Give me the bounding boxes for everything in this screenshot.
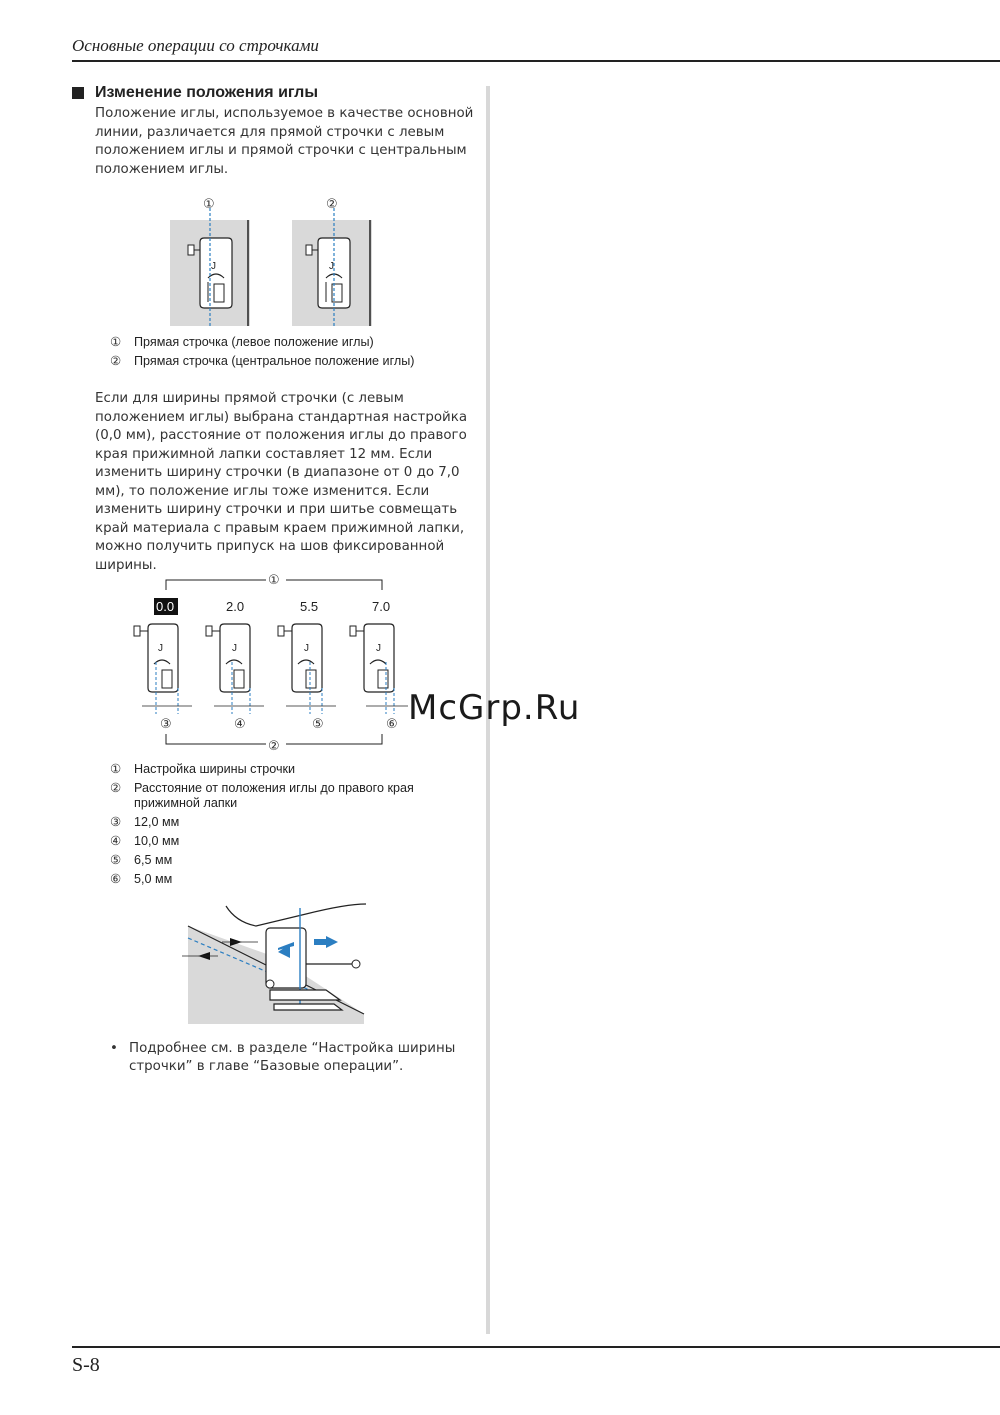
distance-marker: ⑥ [386, 717, 398, 732]
legend-row [110, 762, 470, 777]
presser-foot [134, 624, 178, 714]
distance-marker: ③ [160, 717, 172, 732]
width-value: 0.0 [156, 599, 175, 614]
legend-text: 12,0 мм [134, 815, 180, 829]
presser-foot [350, 624, 394, 714]
panel-center-position [292, 208, 372, 326]
foot-letter: J [158, 643, 163, 654]
legend-text: 10,0 мм [134, 834, 180, 848]
legend-number: ⑤ [110, 853, 122, 867]
legend-number: ① [110, 762, 122, 776]
legend-text: Расстояние от положения иглы до правого края прижимной лапки [134, 781, 414, 810]
note-text: Подробнее см. в разделе “Настройка ширины строчки” в главе “Базовые операции”. [129, 1041, 456, 1074]
section-title-text: Изменение положения иглы [95, 84, 318, 101]
distance-bracket-marker: ② [268, 739, 280, 754]
legend-number: ② [110, 781, 122, 795]
legend-row [110, 853, 470, 868]
width-value: 2.0 [226, 599, 245, 614]
figure2-legend [110, 762, 470, 891]
marker-1: ① [203, 197, 215, 212]
figure1-legend [110, 335, 470, 373]
legend-row [110, 354, 470, 369]
explanation-paragraph: Если для ширины прямой строчки (с левым положением иглы) выбрана стандартная настройка (0,0 мм), расстояние от положения иглы до правого края прижимной лапки составляет 12 мм. Если изменить ширину строчки (в диапазоне от 0 до 7,0 мм), то положение иглы тоже изменится. Если изменить ширину строчки и при шитье совмещать край материала с правым краем прижимной лапки, можно получить припуск на шов фиксированной ширины. [95, 391, 468, 573]
header-rule [72, 60, 1000, 62]
square-bullet-icon [72, 87, 84, 99]
distance-marker: ④ [234, 717, 246, 732]
panel-left-position [170, 208, 250, 326]
presser-foot [278, 624, 322, 714]
foot-letter: J [376, 643, 381, 654]
foot-letter: J [304, 643, 309, 654]
legend-text: Прямая строчка (левое положение иглы) [134, 335, 374, 349]
legend-text: Прямая строчка (центральное положение иглы) [134, 354, 415, 368]
page-number: S-8 [72, 1354, 100, 1376]
legend-number: ⑥ [110, 872, 122, 886]
section-title [72, 84, 318, 102]
foot-letter: J [232, 643, 237, 654]
width-value: 7.0 [372, 599, 391, 614]
intro-paragraph: Положение иглы, используемое в качестве основной линии, различается для прямой строчки с левым положением иглы и прямой строчки с центральным положением иглы. [95, 106, 474, 177]
foot-letter-left: J [211, 261, 216, 272]
legend-row [110, 834, 470, 849]
distance-marker: ⑤ [312, 717, 324, 732]
legend-number: ④ [110, 834, 122, 848]
width-value: 5.5 [300, 599, 319, 614]
legend-row [110, 815, 470, 830]
watermark: McGrp.Ru [408, 688, 581, 728]
legend-row [110, 872, 470, 887]
figure-sewing-illustration [178, 898, 368, 1028]
legend-row [110, 781, 470, 811]
legend-number: ② [110, 354, 122, 368]
width-setting-marker: ① [268, 573, 280, 588]
legend-number: ① [110, 335, 122, 349]
note [110, 1040, 470, 1076]
legend-text: Настройка ширины строчки [134, 762, 296, 776]
figure-needle-positions [160, 190, 390, 332]
legend-text: 5,0 мм [134, 872, 173, 886]
foot-letter-right: J [329, 261, 334, 272]
legend-text: 6,5 мм [134, 853, 173, 867]
footer-rule [72, 1346, 1000, 1348]
running-head: Основные операции со строчками [72, 36, 319, 55]
legend-number: ③ [110, 815, 122, 829]
marker-2: ② [326, 197, 338, 212]
legend-row [110, 335, 470, 350]
presser-foot [206, 624, 250, 714]
bullet: • [110, 1041, 118, 1056]
figure-stitch-width [120, 568, 420, 754]
